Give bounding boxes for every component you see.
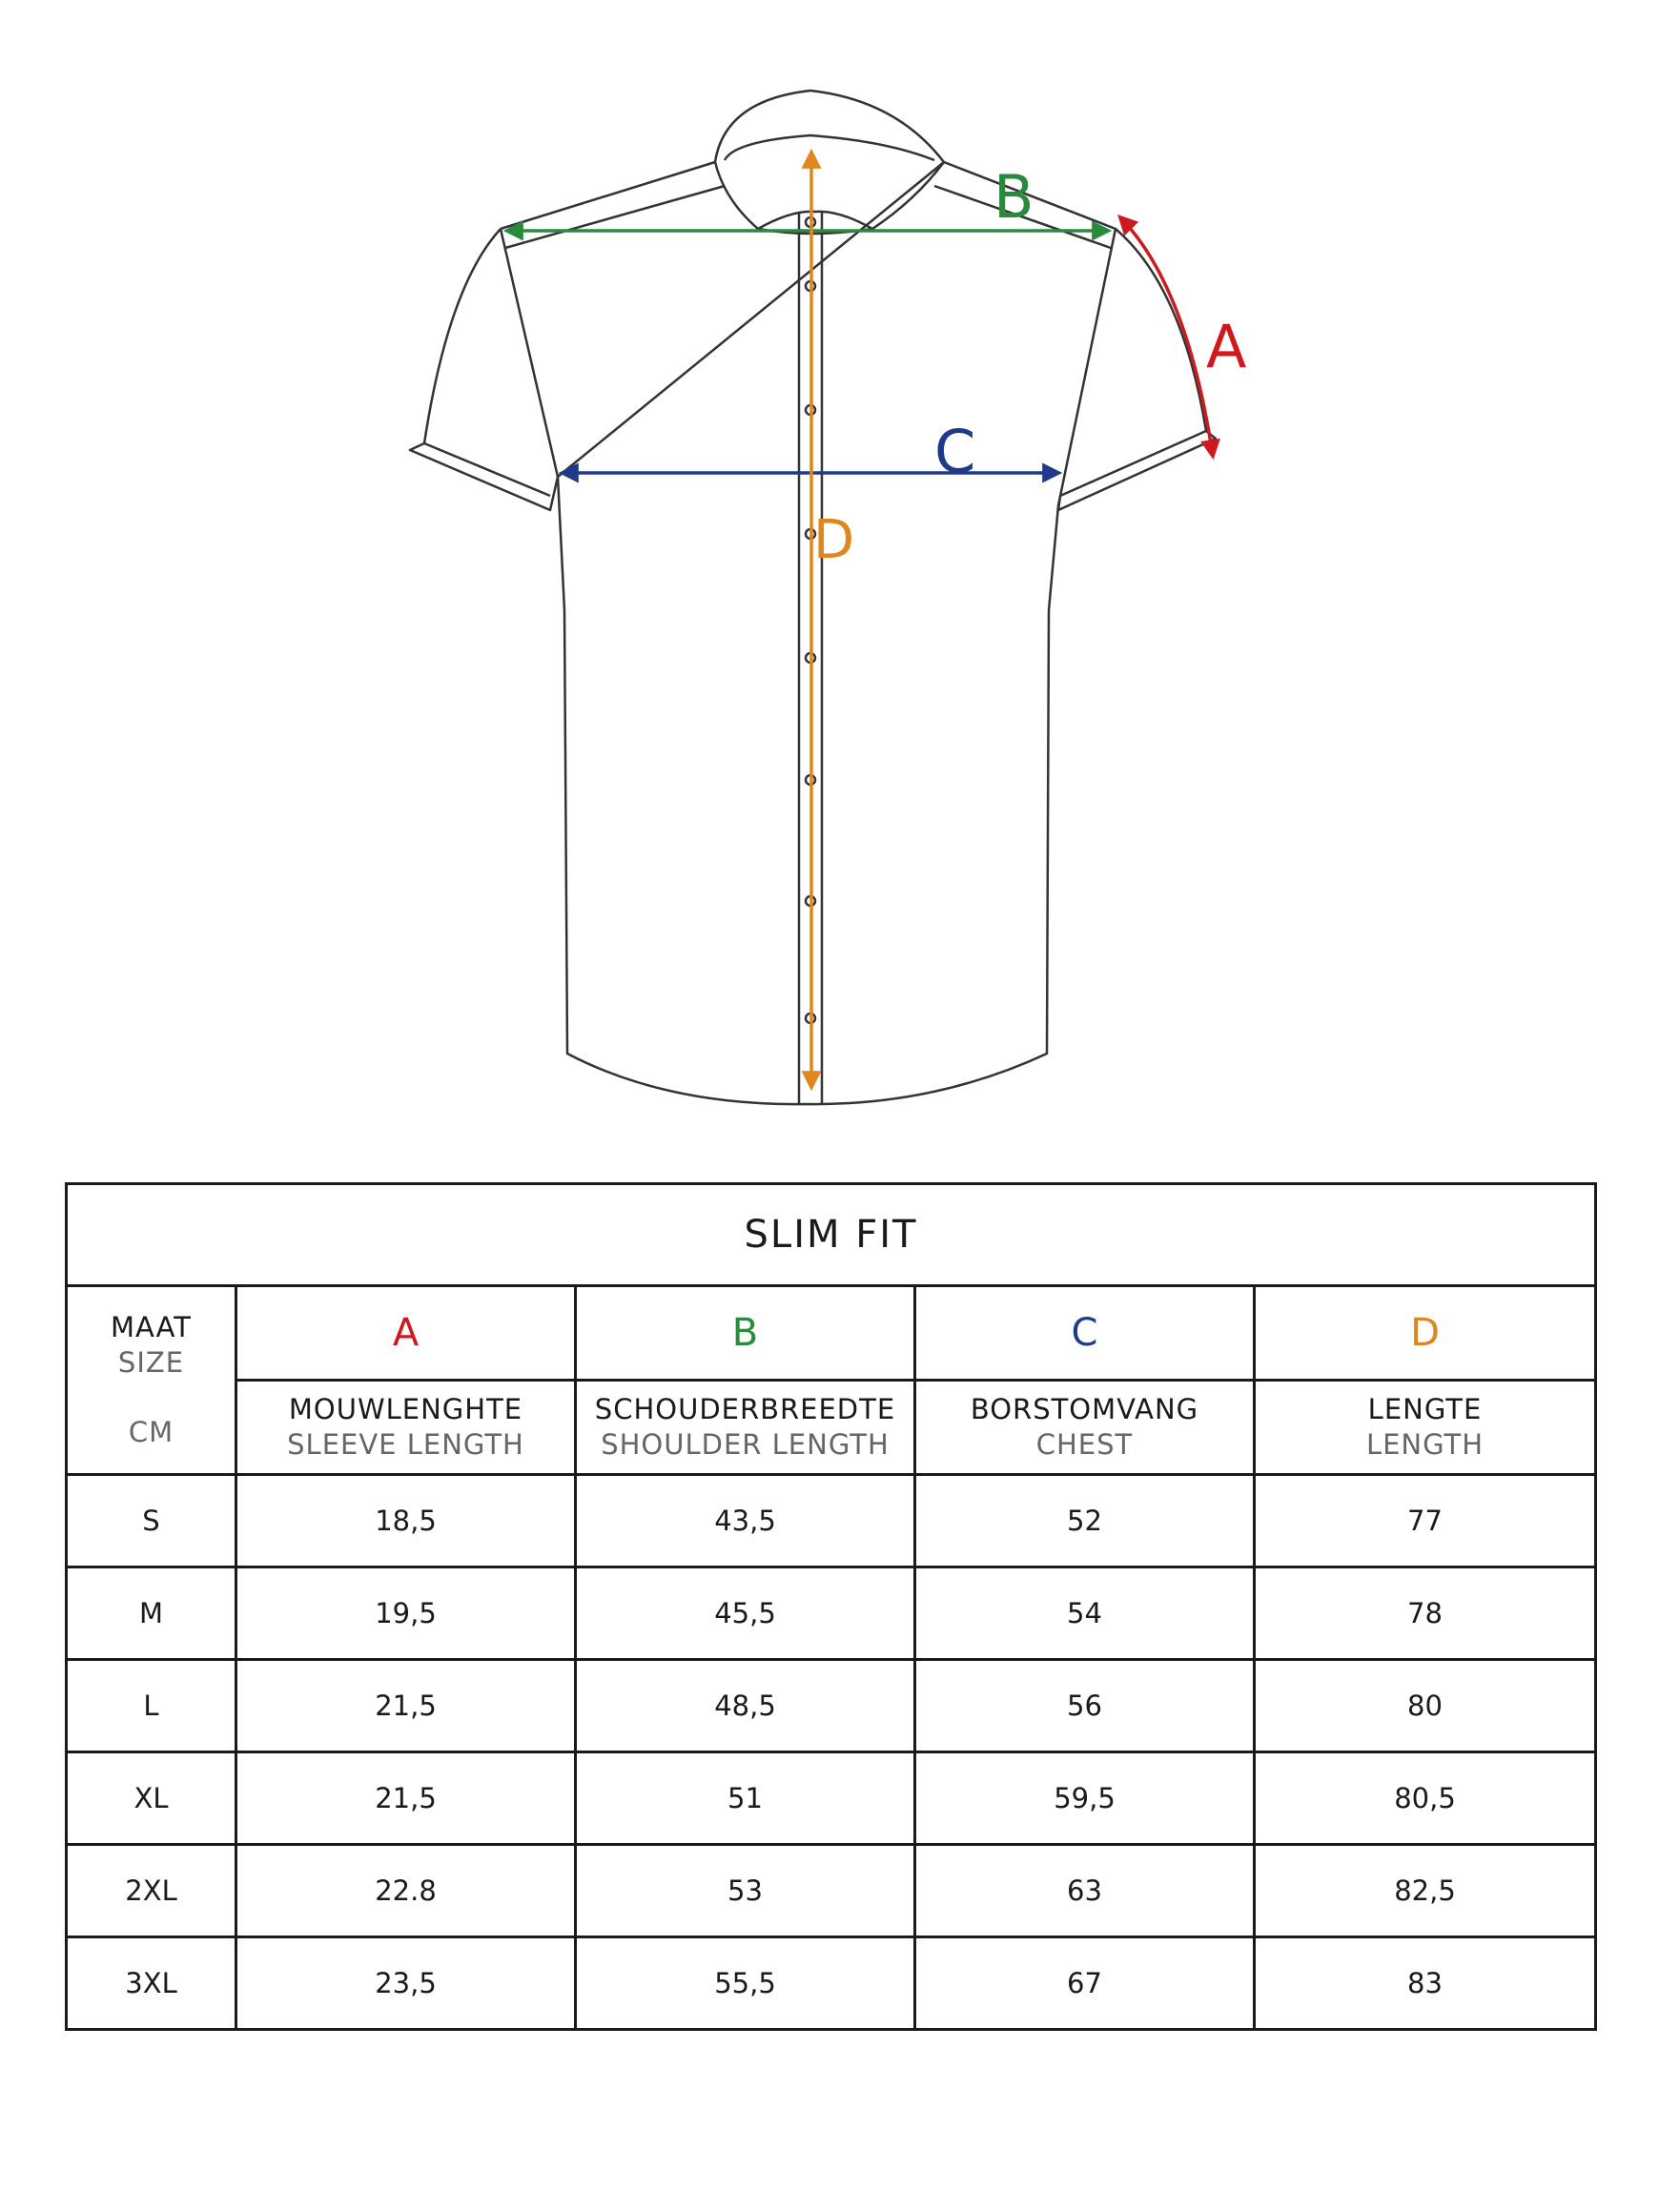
size-chart-table — [65, 1182, 1597, 2031]
column-header-en: LENGTH — [1365, 1428, 1485, 1461]
value-cell: 83 — [1255, 1937, 1596, 2030]
value-cell: 45,5 — [576, 1567, 915, 1660]
size-cell: L — [67, 1660, 236, 1752]
table-title: SLIM FIT — [67, 1184, 1596, 1286]
label-d: D — [813, 509, 855, 571]
column-letter-c: C — [915, 1286, 1255, 1381]
value-cell: 63 — [915, 1845, 1255, 1937]
column-letter-b: B — [576, 1286, 915, 1381]
value-cell: 19,5 — [236, 1567, 576, 1660]
value-cell: 56 — [915, 1660, 1255, 1752]
column-header-nl: SCHOUDERBREEDTE — [594, 1393, 896, 1425]
column-header-nl: LENGTE — [1367, 1393, 1483, 1425]
column-letter-d: D — [1255, 1286, 1596, 1381]
table-row — [67, 1752, 1596, 1845]
column-header-nl: BORSTOMVANG — [970, 1393, 1199, 1425]
column-header-en: CHEST — [1035, 1428, 1134, 1461]
value-cell: 77 — [1255, 1475, 1596, 1567]
value-cell: 21,5 — [236, 1660, 576, 1752]
value-cell: 18,5 — [236, 1475, 576, 1567]
size-cell: 2XL — [67, 1845, 236, 1937]
value-cell: 43,5 — [576, 1475, 915, 1567]
column-letter-a: A — [236, 1286, 576, 1381]
value-cell: 55,5 — [576, 1937, 915, 2030]
column-header-nl: MOUWLENGHTE — [288, 1393, 523, 1425]
value-cell: 80 — [1255, 1660, 1596, 1752]
column-header-d — [1255, 1381, 1596, 1475]
column-header-en: SLEEVE LENGTH — [287, 1428, 524, 1461]
table-row — [67, 1937, 1596, 2030]
value-cell: 23,5 — [236, 1937, 576, 2030]
column-header-b — [576, 1381, 915, 1475]
table-row — [67, 1567, 1596, 1660]
value-cell: 78 — [1255, 1567, 1596, 1660]
value-cell: 22.8 — [236, 1845, 576, 1937]
column-header-c — [915, 1381, 1255, 1475]
value-cell: 48,5 — [576, 1660, 915, 1752]
label-b: B — [993, 162, 1034, 232]
value-cell: 80,5 — [1255, 1752, 1596, 1845]
column-header-a — [236, 1381, 576, 1475]
size-header — [67, 1286, 236, 1475]
value-cell: 52 — [915, 1475, 1255, 1567]
value-cell: 67 — [915, 1937, 1255, 2030]
table-row — [67, 1845, 1596, 1937]
size-header-en: SIZE — [117, 1346, 185, 1379]
label-a: A — [1206, 312, 1247, 381]
table-row — [67, 1475, 1596, 1567]
value-cell: 54 — [915, 1567, 1255, 1660]
value-cell: 59,5 — [915, 1752, 1255, 1845]
column-header-en: SHOULDER LENGTH — [601, 1428, 890, 1461]
size-cell: XL — [67, 1752, 236, 1845]
size-cell: M — [67, 1567, 236, 1660]
label-c: C — [934, 417, 976, 486]
size-header-unit: CM — [128, 1416, 174, 1448]
value-cell: 51 — [576, 1752, 915, 1845]
value-cell: 53 — [576, 1845, 915, 1937]
table-row — [67, 1660, 1596, 1752]
value-cell: 21,5 — [236, 1752, 576, 1845]
size-header-nl: MAAT — [111, 1311, 192, 1343]
measure-line-a — [1120, 217, 1213, 456]
size-cell: S — [67, 1475, 236, 1567]
value-cell: 82,5 — [1255, 1845, 1596, 1937]
size-cell: 3XL — [67, 1937, 236, 2030]
